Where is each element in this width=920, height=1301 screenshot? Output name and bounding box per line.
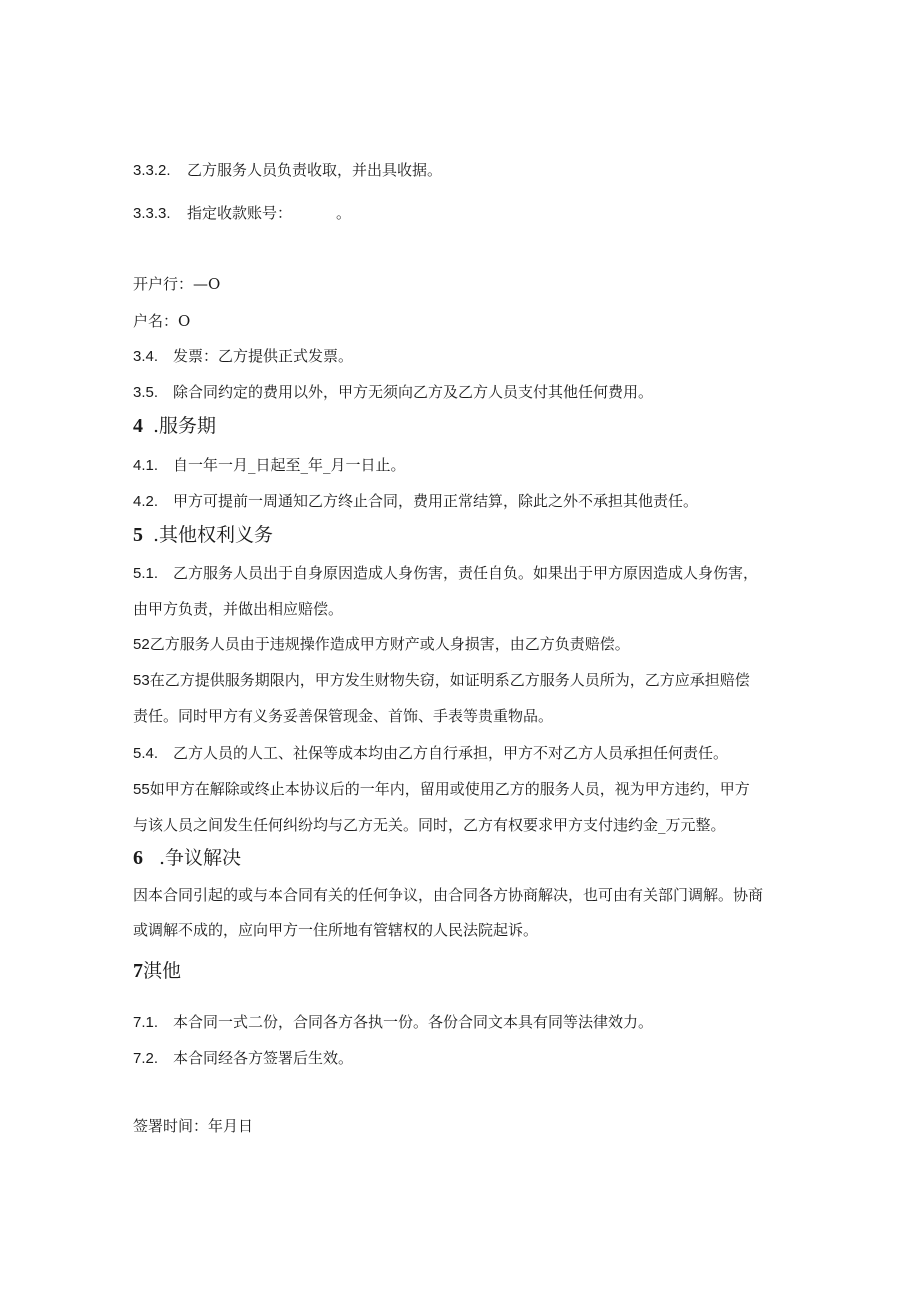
clause-4-2 bbox=[133, 491, 698, 512]
clause-number: 7.2. bbox=[133, 1050, 159, 1067]
clause-number: 3.3.2. bbox=[133, 162, 171, 179]
clause-number: 55 bbox=[133, 781, 150, 798]
bank-line: 开户行：—O bbox=[133, 275, 221, 293]
clause-5-4 bbox=[133, 743, 728, 764]
clause-3-3-2 bbox=[133, 160, 442, 181]
section-title: .服务期 bbox=[153, 415, 217, 437]
clause-tail: 。 bbox=[336, 204, 352, 222]
clause-5-1 bbox=[133, 563, 758, 584]
clause-number: 53 bbox=[133, 672, 150, 689]
section-6-paragraph-continued: 或调解不成的，应向甲方一住所地有管辖权的人民法院起诉。 bbox=[133, 921, 539, 939]
clause-number: 52 bbox=[133, 636, 150, 653]
section-heading-7 bbox=[133, 959, 181, 983]
clause-5-1-continued: 由甲方负责，并做出相应赔偿。 bbox=[133, 600, 344, 618]
clause-5-3 bbox=[133, 670, 750, 691]
clause-text: 在乙方提供服务期限内，甲方发生财物失窃，如证明系乙方服务人员所为，乙方应承担赔偿 bbox=[149, 671, 750, 689]
clause-text: 乙方服务人员出于自身原因造成人身伤害，责任自负。如果出于甲方原因造成人身伤害， bbox=[173, 564, 759, 582]
section-number: 6 bbox=[133, 847, 143, 869]
clause-text: 本合同经各方签署后生效。 bbox=[173, 1049, 354, 1067]
section-title: .争议解决 bbox=[159, 847, 242, 869]
clause-text: 乙方人员的人工、社保等成本均由乙方自行承担，甲方不对乙方人员承担任何责任。 bbox=[173, 744, 729, 762]
clause-number: 3.4. bbox=[133, 348, 159, 365]
clause-text: 指定收款账号： bbox=[187, 204, 293, 222]
section-number: 4 bbox=[133, 415, 143, 437]
clause-number: 7.1. bbox=[133, 1014, 159, 1031]
clause-number: 5.4. bbox=[133, 745, 159, 762]
clause-number: 3.5. bbox=[133, 384, 159, 401]
clause-text: 除合同约定的费用以外，甲方无须向乙方及乙方人员支付其他任何费用。 bbox=[173, 383, 654, 401]
clause-text: 发票：乙方提供正式发票。 bbox=[173, 347, 354, 365]
clause-number: 3.3.3. bbox=[133, 205, 171, 222]
clause-5-2 bbox=[133, 634, 630, 655]
section-title: 淇他 bbox=[143, 960, 182, 982]
clause-7-2 bbox=[133, 1048, 353, 1069]
section-number: 7 bbox=[133, 960, 143, 982]
clause-text: 乙方服务人员由于违规操作造成甲方财产或人身损害，由乙方负责赔偿。 bbox=[149, 635, 630, 653]
clause-4-1 bbox=[133, 455, 406, 476]
section-number: 5 bbox=[133, 524, 143, 546]
clause-text: 如甲方在解除或终止本协议后的一年内，留用或使用乙方的服务人员，视为甲方违约，甲方 bbox=[149, 780, 750, 798]
clause-text: 自一年一月_日起至_年_月一日止。 bbox=[173, 456, 406, 474]
section-title: .其他权利义务 bbox=[153, 524, 274, 546]
clause-text: 乙方服务人员负责收取，并出具收据。 bbox=[187, 161, 443, 179]
clause-5-5 bbox=[133, 779, 750, 800]
signing-date: 签署时间：年月日 bbox=[133, 1117, 254, 1135]
section-heading-5 bbox=[133, 523, 273, 547]
clause-5-5-continued: 与该人员之间发生任何纠纷均与乙方无关。同时，乙方有权要求甲方支付违约金_万元整。 bbox=[133, 816, 726, 834]
clause-number: 4.1. bbox=[133, 457, 159, 474]
clause-3-4 bbox=[133, 346, 353, 367]
clause-3-5 bbox=[133, 382, 653, 403]
clause-number: 5.1. bbox=[133, 565, 159, 582]
clause-5-3-continued: 责任。同时甲方有义务妥善保管现金、首饰、手表等贵重物品。 bbox=[133, 707, 554, 725]
clause-3-3-3 bbox=[133, 203, 351, 224]
clause-text: 甲方可提前一周通知乙方终止合同，费用正常结算，除此之外不承担其他责任。 bbox=[173, 492, 699, 510]
section-heading-6 bbox=[133, 846, 241, 870]
account-name-line: 户名：O bbox=[133, 312, 191, 330]
section-6-paragraph: 因本合同引起的或与本合同有关的任何争议，由合同各方协商解决，也可由有关部门调解。协商 bbox=[133, 886, 764, 904]
clause-7-1 bbox=[133, 1012, 653, 1033]
clause-text: 本合同一式二份，合同各方各执一份。各份合同文本具有同等法律效力。 bbox=[173, 1013, 654, 1031]
section-heading-4 bbox=[133, 414, 216, 438]
clause-number: 4.2. bbox=[133, 493, 159, 510]
